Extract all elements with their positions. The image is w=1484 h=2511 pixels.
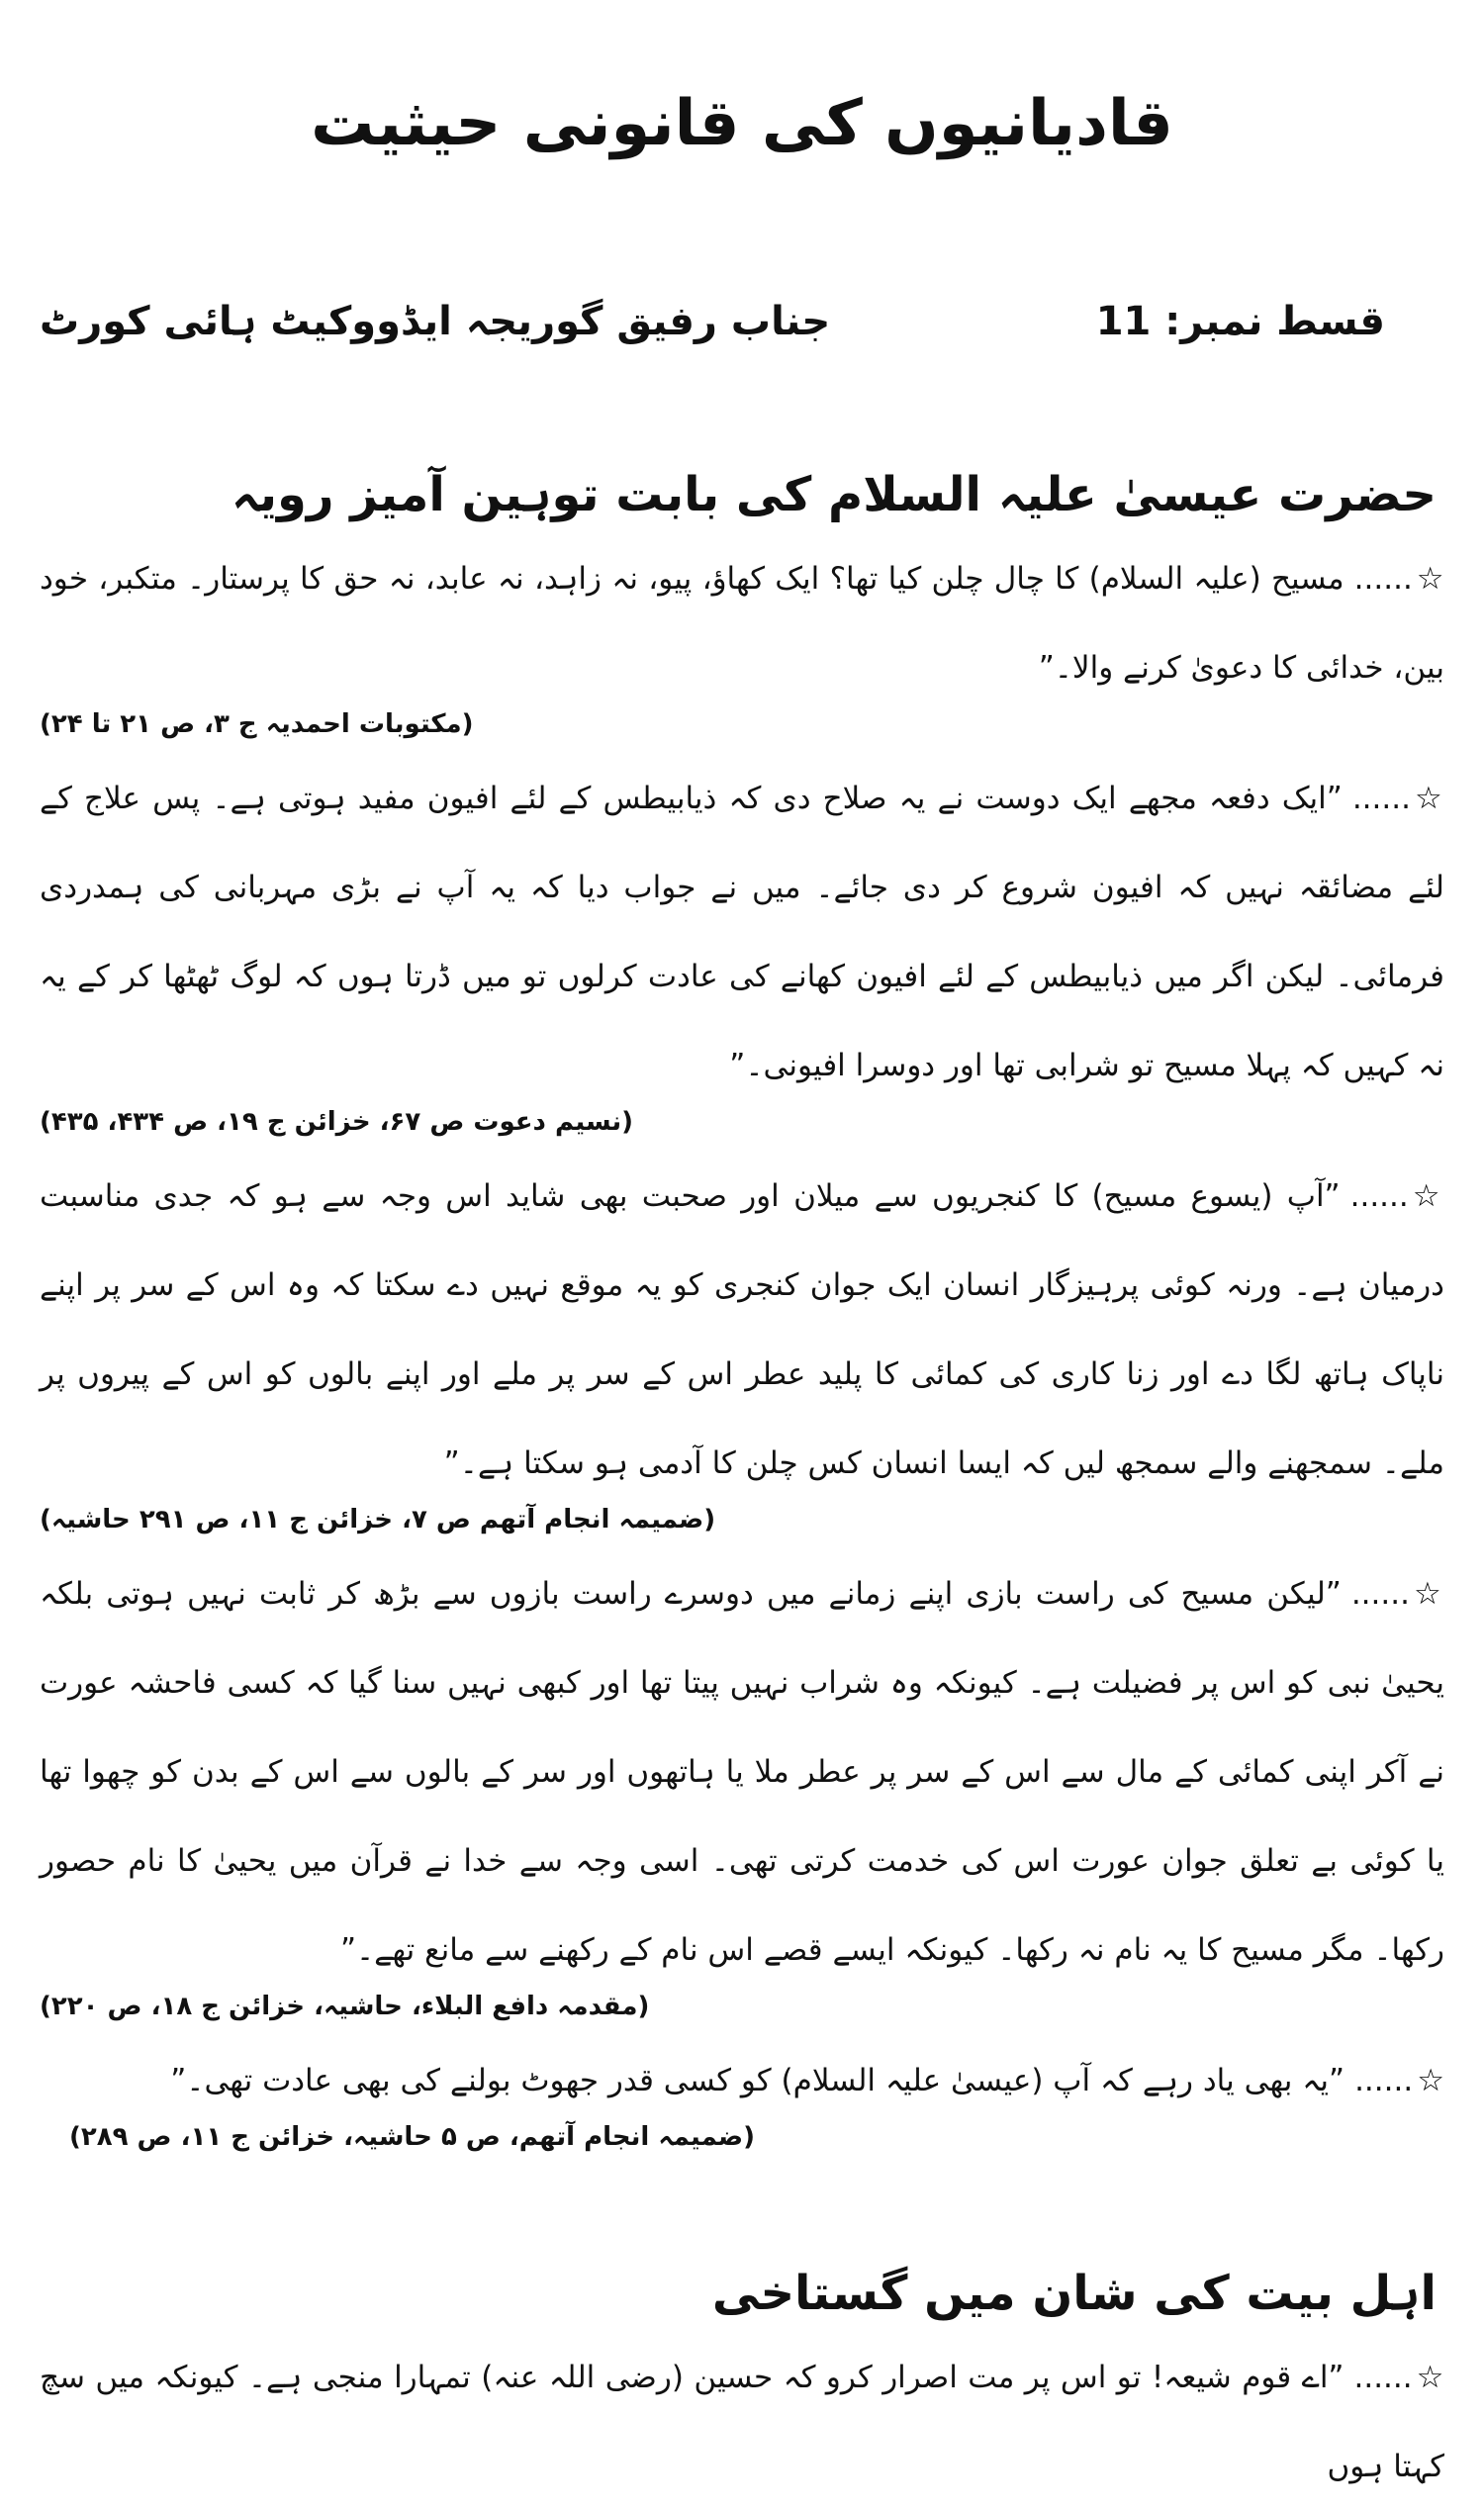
leader-dots: ...... <box>1350 1576 1410 1612</box>
section-body <box>40 534 1444 2167</box>
leader-dots: ...... <box>1354 2063 1414 2098</box>
byline <box>40 287 1444 356</box>
quote-text: ”لیکن مسیح کی راست بازی اپنے زمانے میں دوسرے راست بازوں سے بڑھ کر ثابت نہیں ہوتی بلکہ یحییٰ نبی کو اس پر فضیلت ہے۔ کیونکہ وہ شراب نہیں پیتا تھا اور کبھی نہیں سنا گیا کہ کسی فاحشہ عورت نے آکر اپنی کمائی کے مال سے اس کے سر پر عطر ملا یا ہاتھوں اور سر کے بالوں سے اس کے بدن کو چھوا تھا یا کوئی بے تعلق جوان عورت اس کی خدمت کرتی تھی۔ اسی وجہ سے خدا نے قرآن میں یحییٰ کا نام حصور رکھا۔ مگر مسیح کا یہ نام نہ رکھا۔ کیونکہ ایسے قصے اس نام کے رکھنے سے مانع تھے۔” <box>40 1576 1444 1968</box>
star-icon: ☆ <box>1416 561 1445 597</box>
leader-dots: ...... <box>1353 561 1413 597</box>
episode-number: قسط نمبر: 11 <box>1095 299 1385 344</box>
section-heading: اہل بیت کی شان میں گستاخی <box>711 2266 1437 2321</box>
quote-text: ”ایک دفعہ مجھے ایک دوست نے یہ صلاح دی کہ ذیابیطس کے لئے افیون مفید ہوتی ہے۔ پس علاج کے لئے مضائقہ نہیں کہ افیون شروع کر دی جائے۔ میں نے جواب دیا کہ یہ آپ نے بڑی مہربانی کی ہمدردی فرمائی۔ لیکن اگر میں ذیابیطس کے لئے افیون کھانے کی عادت کرلوں تو میں ڈرتا ہوں کہ لوگ ٹھٹھا کر کے یہ نہ کہیں کہ پہلا مسیح تو شرابی تھا اور دوسرا افیونی۔” <box>40 781 1444 1083</box>
quote-text: ”اے قوم شیعہ! تو اس پر مت اصرار کرو کہ حسین (رضی اللہ عنہ) تمہارا منجی ہے۔ کیونکہ میں سچ کہتا ہوں <box>40 2360 1444 2484</box>
quote-text: ”یہ بھی یاد رہے کہ آپ (عیسیٰ علیہ السلام) کو کسی قدر جھوٹ بولنے کی بھی عادت تھی۔” <box>170 2063 1345 2098</box>
star-icon: ☆ <box>1414 781 1444 816</box>
section-heading: حضرت عیسیٰ علیہ السلام کی بابت توہین آمیز رویہ <box>231 467 1437 522</box>
star-icon: ☆ <box>1416 2360 1444 2395</box>
star-icon: ☆ <box>1412 1178 1445 1214</box>
star-icon: ☆ <box>1413 1576 1444 1612</box>
section-body <box>40 2333 1444 2511</box>
leader-dots: ...... <box>1349 1178 1409 1214</box>
quote-entry <box>40 1152 1444 1508</box>
reference: (مکتوبات احمدیہ ج ۳، ص ۲۱ تا ۲۴) <box>40 709 474 739</box>
reference: (ضمیمہ انجام آتھم ص ۷، خزائن ج ۱۱، ص ۲۹۱ حاشیہ) <box>40 1505 716 1534</box>
author-name: جناب رفیق گوریجہ ایڈووکیٹ ہائی کورٹ <box>40 299 831 344</box>
reference: (ضمیمہ انجام آتھم، ص ۵ حاشیہ، خزائن ج ۱۱، ص ۲۸۹) <box>69 2122 756 2152</box>
leader-dots: ...... <box>1353 2360 1413 2395</box>
reference: (نسیم دعوت ص ۶۷، خزائن ج ۱۹، ص ۴۳۴، ۴۳۵) <box>40 1107 634 1137</box>
quote-entry <box>40 1549 1444 1995</box>
quote-text: مسیح (علیہ السلام) کا چال چلن کیا تھا؟ ایک کھاؤ، پیو، نہ زاہد، نہ عابد، نہ حق کا پرستار۔ متکبر، خود بین، خدائی کا دعویٰ کرنے والا۔” <box>40 561 1444 686</box>
reference: (مقدمہ دافع البلاء، حاشیہ، خزائن ج ۱۸، ص ۲۲۰) <box>40 1992 650 2021</box>
quote-text: ”آپ (یسوع مسیح) کا کنجریوں سے میلان اور صحبت بھی شاید اس وجہ سے ہو کہ جدی مناسبت درمیان ہے۔ ورنہ کوئی پرہیزگار انسان ایک جوان کنجری کو یہ موقع نہیں دے سکتا کہ وہ اس کے سر پر اپنے ناپاک ہاتھ لگا دے اور زنا کاری کی کمائی کا پلید عطر اس کے سر پر ملے اور اپنے بالوں کو اس کے پیروں پر ملے۔ سمجھنے والے سمجھ لیں کہ ایسا انسان کس چلن کا آدمی ہو سکتا ہے۔” <box>40 1178 1444 1481</box>
quote-entry <box>40 754 1444 1110</box>
quote-entry <box>40 2333 1444 2511</box>
leader-dots: ...... <box>1351 781 1411 816</box>
star-icon: ☆ <box>1417 2063 1444 2098</box>
quote-entry <box>40 534 1444 712</box>
page-title: قادیانیوں کی قانونی حیثیت <box>311 87 1173 160</box>
